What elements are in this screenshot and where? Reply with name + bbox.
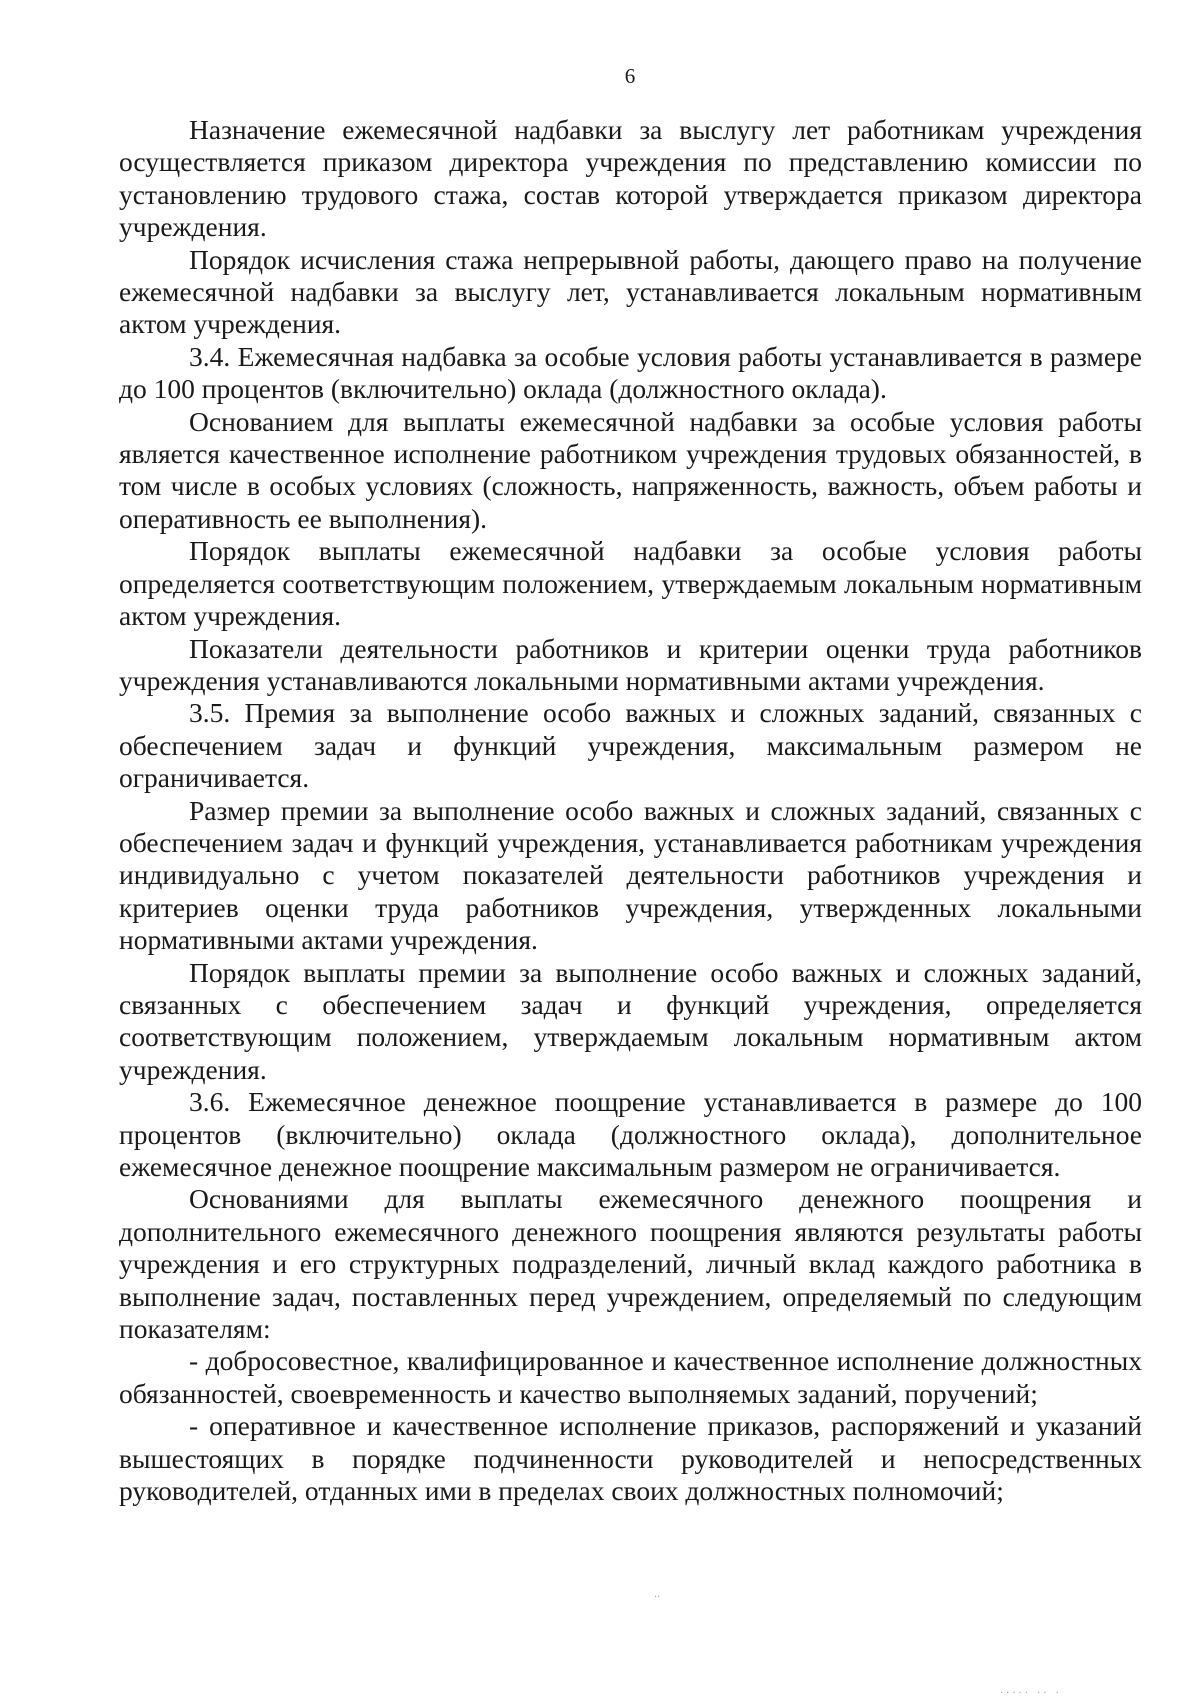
scan-edge-mark: ····· ·· · [1000,1688,1062,1699]
paragraph-bonus-procedure: Порядок выплаты премии за выполнение особо важных и сложных заданий, связанных с обеспечением задач и функций учреждения, определяется соответствующим положением, утверждаемым локальным нормативным актом учреждения. [119,956,1142,1085]
page-number: 6 [624,64,636,88]
paragraph-bonus-size: Размер премии за выполнение особо важных и сложных заданий, связанных с обеспечением задач и функций учреждения, устанавливается работникам учреждения индивидуально с учетом показателей деятельности работников учреждения и критериев оценки труда работников учреждения, утвержденных локальными нормативными актами учреждения. [119,794,1142,956]
paragraph-3-5-bonus: 3.5. Премия за выполнение особо важных и сложных заданий, связанных с обеспечением задач и функций учреждения, максимальным размером не ограничивается. [119,697,1142,794]
paragraph-service-allowance-appointment: Назначение ежемесячной надбавки за выслугу лет работникам учреждения осуществляется приказом директора учреждения по представлению комиссии по установлению трудового стажа, состав которой утверждается приказом директора учреждения. [119,114,1142,243]
paragraph-incentive-grounds: Основаниями для выплаты ежемесячного денежного поощрения и дополнительного ежемесячного денежного поощрения являются результаты работы учреждения и его структурных подразделений, личный вклад каждого работника в выполнение задач, поставленных перед учреждением, определяемый по следующим показателям: [119,1183,1142,1345]
paragraph-special-conditions-procedure: Порядок выплаты ежемесячной надбавки за особые условия работы определяется соответствующим положением, утверждаемым локальным нормативным актом учреждения. [119,535,1142,632]
scan-speck-mark: ·· [654,1592,661,1603]
paragraph-performance-indicators: Показатели деятельности работников и критерии оценки труда работников учреждения устанавливаются локальными нормативными актами учреждения. [119,632,1142,696]
paragraph-3-4-special-conditions: 3.4. Ежемесячная надбавка за особые условия работы устанавливается в размере до 100 процентов (включительно) оклада (должностного оклада). [119,340,1142,405]
document-body [119,114,1142,1507]
paragraph-special-conditions-basis: Основанием для выплаты ежемесячной надбавки за особые условия работы является качественное исполнение работником учреждения трудовых обязанностей, в том числе в особых условиях (сложность, напряженность, важность, объем работы и оперативность ее выполнения). [119,405,1142,534]
list-item-duties-performance: - добросовестное, квалифицированное и качественное исполнение должностных обязанностей, своевременность и качество выполняемых заданий, поручений; [119,1345,1142,1409]
paragraph-3-6-monetary-incentive: 3.6. Ежемесячное денежное поощрение устанавливается в размере до 100 процентов (включительно) оклада (должностного оклада), дополнительное ежемесячное денежное поощрение максимальным размером не ограничивается. [119,1086,1142,1182]
list-item-orders-execution: - оперативное и качественное исполнение приказов, распоряжений и указаний вышестоящих в порядке подчиненности руководителей и непосредственных руководителей, отданных ими в пределах своих должностных полномочий; [119,1410,1142,1507]
paragraph-seniority-calculation: Порядок исчисления стажа непрерывной работы, дающего право на получение ежемесячной надбавки за выслугу лет, устанавливается локальным нормативным актом учреждения. [119,243,1142,340]
